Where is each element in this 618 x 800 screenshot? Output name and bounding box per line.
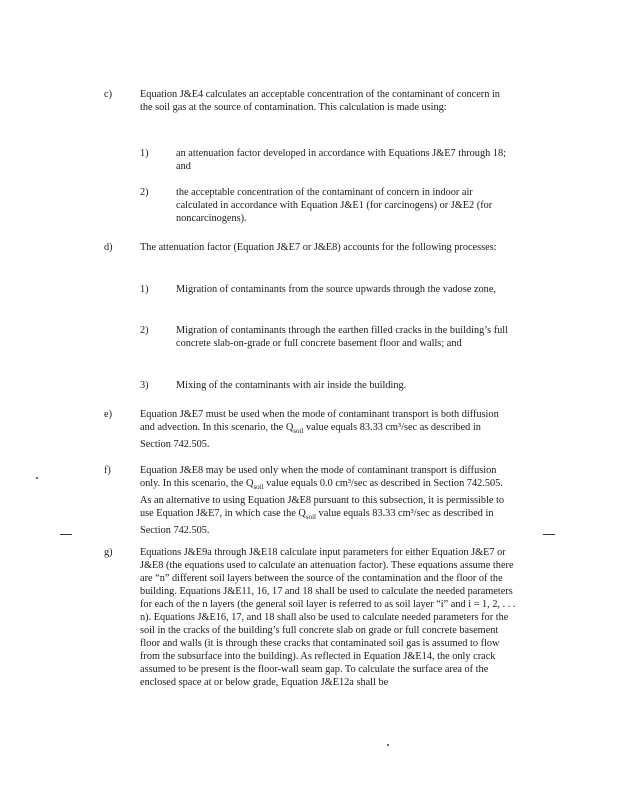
paragraph-c: Equation J&E4 calculates an acceptable concentration of the contaminant of concern in the soil gas at the source of contamination. This calculation is made using: bbox=[140, 89, 500, 113]
subitem-label-c1: 1) bbox=[140, 148, 149, 159]
subitem-text-c1: an attenuation factor developed in accordance with Equations J&E7 through 18; and bbox=[176, 148, 506, 172]
subitem-label-d2: 2) bbox=[140, 325, 149, 336]
subitem-label-c2: 2) bbox=[140, 187, 149, 198]
q-soil-subscript: soil bbox=[293, 427, 304, 436]
paragraph-f-text-2: value equals 0.0 cm³/sec as described in Section 742.505. As an alternative to using Equation J&E8 pursuant to this subsection, it is permissible to use Equation J&E7, in which case the Q bbox=[140, 478, 505, 520]
subitem-label-d1: 1) bbox=[140, 284, 149, 295]
item-label-c: c) bbox=[104, 89, 112, 100]
item-label-g: g) bbox=[104, 547, 113, 558]
paragraph-e bbox=[140, 408, 512, 451]
subitem-text-d1: Migration of contaminants from the source upwards through the vadose zone, bbox=[176, 284, 496, 295]
paragraph-f-text-3: value equals 83.33 cm³/sec as described in Section 742.505. bbox=[140, 508, 494, 537]
scan-dot bbox=[36, 477, 38, 479]
q-soil-subscript: soil bbox=[253, 483, 264, 492]
paragraph-g: Equations J&E9a through J&E18 calculate input parameters for either Equation J&E7 or J&E8 (the equations used to calculate an attenuation factor). These equations assume there are “n” different soil layers between the source of the contamination and the floor of the building. Equations J&E11, 16, 17 and 18 shall be used to calculate the needed parameters for each of the n layers (the general soil layer is referred to as soil layer “i” and i = 1, 2, . . . n). Equations J&E16, 17, and 18 shall also be used to calculate needed parameters for the soil in the cracks of the building’s full concrete slab on grade or full concrete basement floor and walls (it is through these cracks that contaminated soil gas is assumed to flow from the subsurface into the building). As reflected in Equation J&E14, the only crack assumed to be present is the floor-wall seam gap. To calculate the surface area of the enclosed space at or below grade, Equation J&E12a shall be bbox=[140, 547, 516, 688]
scan-dot bbox=[387, 744, 389, 746]
paragraph-f-text-1: Equation J&E8 may be used only when the mode of contaminant transport is diffusion only. In this scenario, the Q bbox=[140, 465, 497, 489]
scan-mark bbox=[543, 534, 555, 535]
paragraph-d: The attenuation factor (Equation J&E7 or J&E8) accounts for the following processes: bbox=[140, 242, 497, 253]
subitem-text-d3: Mixing of the contaminants with air inside the building. bbox=[176, 380, 407, 391]
item-label-f: f) bbox=[104, 465, 111, 476]
scan-mark bbox=[60, 534, 72, 535]
paragraph-e-text-1: Equation J&E7 must be used when the mode of contaminant transport is both diffusion and advection. In this scenario, the Q bbox=[140, 409, 499, 433]
paragraph-f bbox=[140, 464, 512, 537]
paragraph-e-text-2: value equals 83.33 cm³/sec as described in Section 742.505. bbox=[140, 422, 481, 451]
subitem-text-d2: Migration of contaminants through the earthen filled cracks in the building’s full concrete slab-on-grade or full concrete basement floor and walls; and bbox=[176, 325, 508, 349]
q-soil-subscript: soil bbox=[305, 513, 316, 522]
item-label-e: e) bbox=[104, 409, 112, 420]
subitem-label-d3: 3) bbox=[140, 380, 149, 391]
item-label-d: d) bbox=[104, 242, 113, 253]
subitem-text-c2: the acceptable concentration of the contaminant of concern in indoor air calculated in accordance with Equation J&E1 (for carcinogens) or J&E2 (for noncarcinogens). bbox=[176, 187, 493, 224]
